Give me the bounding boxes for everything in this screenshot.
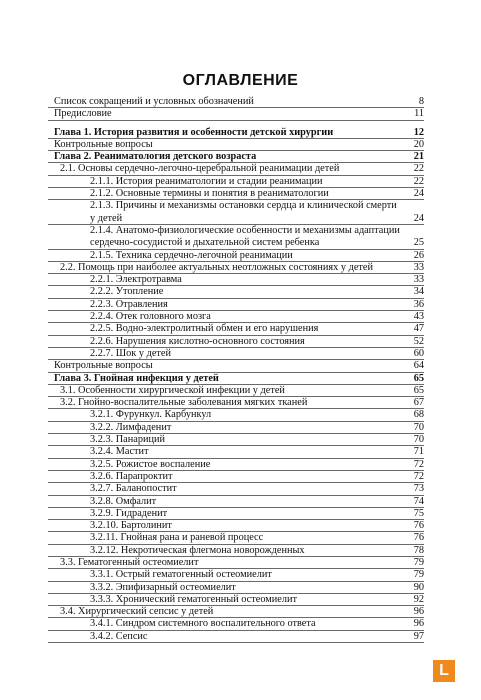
toc-entry[interactable]: [48, 200, 424, 225]
toc-entry[interactable]: [48, 336, 424, 348]
toc-entry-title: 3.3.1. Острый гематогенный остеомиелит: [90, 569, 272, 581]
toc-entry-page: 72: [413, 458, 424, 470]
toc-entry-page: 71: [413, 446, 424, 458]
toc-entry[interactable]: [48, 569, 424, 581]
toc-entry-title: 3.2.9. Гидраденит: [90, 507, 168, 519]
toc-entry-page: 24: [413, 188, 424, 200]
toc-entry-page: 76: [413, 520, 424, 532]
toc-entry[interactable]: [48, 176, 424, 188]
toc-entry-title: 3.4.1. Синдром системного воспалительного ответа: [90, 618, 316, 630]
toc-entry-page: 11: [414, 108, 424, 120]
toc-entry[interactable]: [48, 618, 424, 630]
toc-entry-page: 33: [413, 261, 424, 273]
toc-entry-page: 26: [413, 249, 424, 261]
toc-entry-page: 65: [413, 384, 424, 396]
toc-entry-page: 47: [413, 323, 424, 335]
toc-entry-title: 3.2.3. Панариций: [90, 434, 166, 446]
toc-entry[interactable]: [48, 163, 424, 175]
toc-entry-page: 79: [413, 569, 424, 581]
toc-entry[interactable]: [48, 96, 424, 108]
toc-entry-title: 3.4.2. Сепсис: [90, 630, 148, 642]
toc-entry-page: 72: [413, 470, 424, 482]
toc-entry-page: 76: [413, 532, 424, 544]
table-of-contents: [48, 96, 424, 643]
toc-entry-title: 2.1.5. Техника сердечно-легочной реанимации: [90, 249, 293, 261]
logo-letter: L: [439, 662, 449, 679]
toc-entry[interactable]: [48, 385, 424, 397]
toc-entry[interactable]: [48, 299, 424, 311]
toc-entry-title: Предисловие: [54, 108, 112, 120]
toc-entry-title: 2.2.6. Нарушения кислотно-основного состояния: [90, 335, 305, 347]
toc-entry-page: 34: [413, 286, 424, 298]
toc-entry-title: 3.2.1. Фурункул. Карбункул: [90, 409, 212, 421]
toc-entry[interactable]: [48, 188, 424, 200]
toc-entry-title: 2.1.4. Анатомо-физиологические особенности и механизмы адаптации сердечно-сосудистой и дыхательной систем ребенка: [90, 224, 400, 249]
toc-entry-page: 73: [413, 483, 424, 495]
toc-entry-page: 90: [413, 581, 424, 593]
toc-entry[interactable]: [48, 151, 424, 163]
toc-entry-title: 3.3. Гематогенный остеомиелит: [60, 556, 199, 568]
toc-entry-title: 2.2.5. Водно-электролитный обмен и его нарушения: [90, 323, 319, 335]
toc-entry-page: 22: [413, 175, 424, 187]
toc-entry-title: 3.3.2. Эпифизарный остеомиелит: [90, 581, 236, 593]
toc-entry-title: Глава 3. Гнойная инфекция у детей: [54, 372, 219, 384]
toc-entry-page: 64: [413, 360, 424, 372]
toc-entry[interactable]: [48, 250, 424, 262]
toc-entry[interactable]: [48, 108, 424, 120]
toc-entry-title: 3.2.10. Бартолинит: [90, 520, 172, 532]
toc-entry[interactable]: [48, 127, 424, 139]
toc-entry[interactable]: [48, 631, 424, 643]
toc-entry-title: 2.1.1. История реаниматологии и стадии реанимации: [90, 175, 323, 187]
toc-entry-page: 67: [413, 397, 424, 409]
toc-entry[interactable]: [48, 373, 424, 385]
toc-entry[interactable]: [48, 434, 424, 446]
toc-entry[interactable]: [48, 582, 424, 594]
toc-entry-title: 3.3.3. Хронический гематогенный остеомиелит: [90, 593, 298, 605]
toc-entry[interactable]: [48, 508, 424, 520]
toc-entry-page: 78: [413, 544, 424, 556]
toc-entry[interactable]: [48, 409, 424, 421]
toc-entry-page: 92: [413, 593, 424, 605]
toc-entry[interactable]: [48, 496, 424, 508]
toc-entry-page: 96: [413, 618, 424, 630]
toc-entry-title: Контрольные вопросы: [54, 360, 153, 372]
toc-entry[interactable]: [48, 311, 424, 323]
toc-entry-title: 2.1.2. Основные термины и понятия в реаниматологии: [90, 188, 329, 200]
toc-entry[interactable]: [48, 483, 424, 495]
toc-entry-title: Глава 1. История развития и особенности детской хирургии: [54, 126, 334, 138]
toc-entry-title: 2.1.3. Причины и механизмы остановки сердца и клинической смерти у детей: [90, 200, 397, 224]
toc-entry[interactable]: [48, 397, 424, 409]
toc-entry-title: 2.2.2. Утопление: [90, 286, 164, 298]
publisher-logo-icon: [433, 660, 455, 682]
toc-entry-title: Глава 2. Реаниматология детского возраста: [54, 151, 257, 163]
toc-entry-title: 3.2.11. Гнойная рана и раневой процесс: [90, 532, 264, 544]
toc-entry-title: 2.2. Помощь при наиболее актуальных неотложных состояниях у детей: [60, 261, 373, 273]
toc-entry-page: 33: [413, 274, 424, 286]
toc-entry-page: 96: [413, 606, 424, 618]
toc-entry[interactable]: [48, 471, 424, 483]
toc-entry[interactable]: [48, 446, 424, 458]
toc-entry[interactable]: [48, 286, 424, 298]
toc-entry[interactable]: [48, 459, 424, 471]
toc-entry-page: 70: [413, 421, 424, 433]
toc-entry[interactable]: [48, 532, 424, 544]
toc-entry-title: 3.2.2. Лимфаденит: [90, 421, 172, 433]
toc-entry[interactable]: [48, 520, 424, 532]
toc-entry[interactable]: [48, 262, 424, 274]
toc-entry[interactable]: [48, 323, 424, 335]
toc-entry-title: 3.4. Хирургический сепсис у детей: [60, 606, 214, 618]
toc-entry[interactable]: [48, 139, 424, 151]
toc-entry-page: 25: [413, 237, 424, 249]
toc-entry-title: 3.2.8. Омфалит: [90, 495, 157, 507]
toc-entry-page: 68: [413, 409, 424, 421]
toc-entry-title: 3.2.6. Парапроктит: [90, 470, 173, 482]
toc-entry[interactable]: [48, 557, 424, 569]
toc-entry-page: 75: [413, 507, 424, 519]
toc-entry-title: Список сокращений и условных обозначений: [54, 96, 254, 107]
toc-entry-page: 43: [413, 311, 424, 323]
toc-entry-title: 3.2.7. Баланопостит: [90, 483, 177, 495]
toc-entry-page: 36: [413, 298, 424, 310]
toc-entry[interactable]: [48, 348, 424, 360]
toc-entry-page: 70: [413, 434, 424, 446]
toc-entry-title: 2.2.3. Отравления: [90, 298, 168, 310]
toc-entry-title: Контрольные вопросы: [54, 138, 153, 150]
page-title: ОГЛАВЛЕНИЕ: [182, 72, 299, 89]
toc-entry[interactable]: [48, 422, 424, 434]
toc-entry-title: 3.2.12. Некротическая флегмона новорожденных: [90, 544, 305, 556]
toc-entry[interactable]: [48, 360, 424, 372]
toc-entry[interactable]: [48, 594, 424, 606]
toc-entry-page: 24: [413, 212, 424, 224]
toc-entry-page: 12: [413, 126, 424, 138]
toc-entry-title: 3.1. Особенности хирургической инфекции у детей: [60, 384, 285, 396]
toc-entry-title: 2.1. Основы сердечно-легочно-церебральной реанимации детей: [60, 163, 340, 175]
toc-entry-title: 2.2.4. Отек головного мозга: [90, 311, 211, 323]
toc-entry-page: 74: [413, 495, 424, 507]
toc-entry-title: 3.2.5. Рожистое воспаление: [90, 458, 211, 470]
toc-entry-page: 97: [413, 630, 424, 642]
toc-entry-title: 2.2.7. Шок у детей: [90, 347, 171, 359]
toc-entry-title: 3.2. Гнойно-воспалительные заболевания мягких тканей: [60, 397, 308, 409]
toc-entry-page: 22: [413, 163, 424, 175]
toc-entry-page: 8: [418, 96, 424, 107]
toc-entry-title: 2.2.1. Электротравма: [90, 274, 182, 286]
toc-entry-page: 79: [413, 556, 424, 568]
toc-entry-page: 52: [413, 335, 424, 347]
toc-entry-title: 3.2.4. Мастит: [90, 446, 149, 458]
toc-entry-page: 60: [413, 347, 424, 359]
toc-entry[interactable]: [48, 225, 424, 250]
toc-entry[interactable]: [48, 545, 424, 557]
toc-entry[interactable]: [48, 606, 424, 618]
toc-entry[interactable]: [48, 274, 424, 286]
toc-entry-page: 21: [413, 151, 424, 163]
toc-entry-page: 65: [413, 372, 424, 384]
toc-entry-page: 20: [413, 138, 424, 150]
